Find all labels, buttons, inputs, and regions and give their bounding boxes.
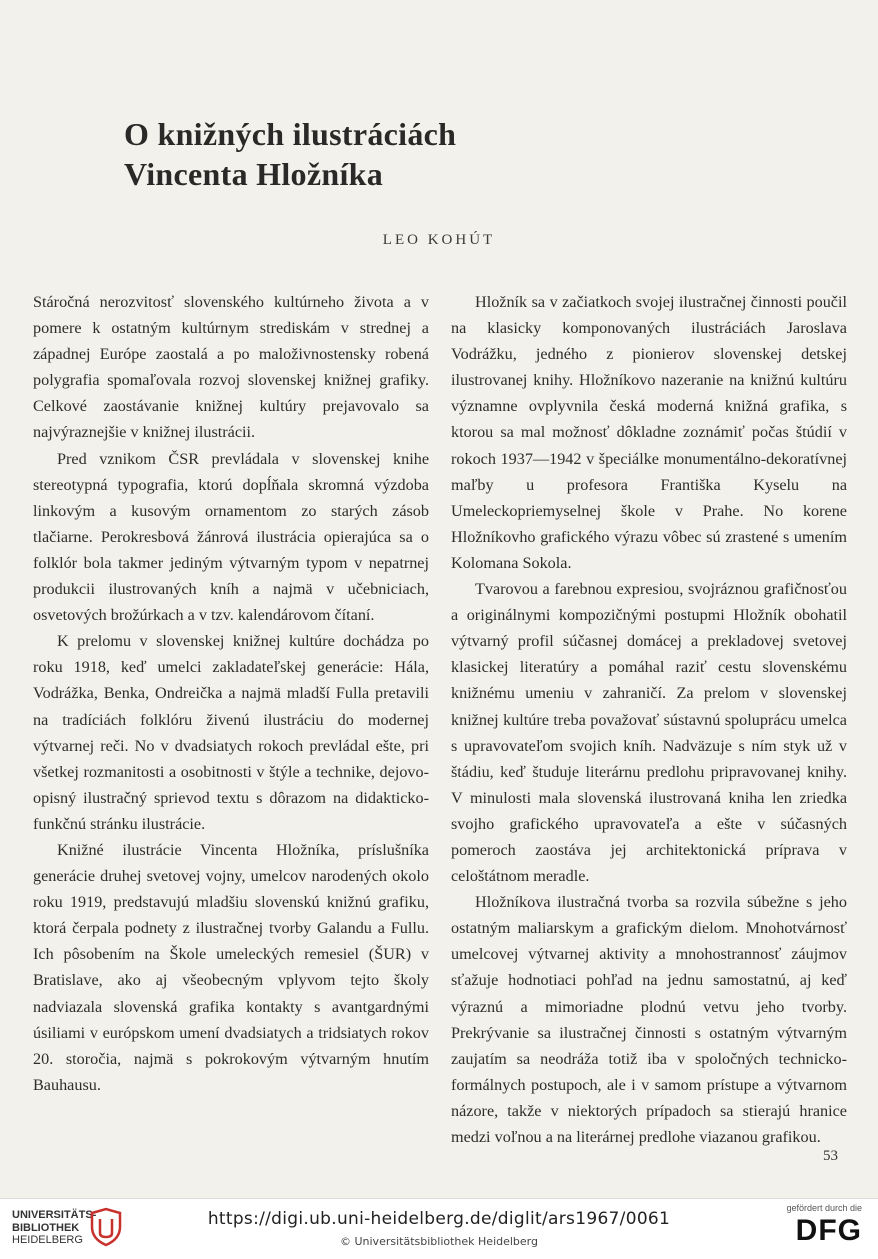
dfg-logo[interactable]: DFG xyxy=(795,1214,862,1247)
library-line-3: HEIDELBERG xyxy=(12,1234,83,1246)
viewer-footer xyxy=(0,1198,878,1259)
paragraph: Pred vznikom ČSR prevládala v slovenskej knihe stereotypná typografia, ktorú dopĺňala skromná výzdoba linkovým a kusovým ornamentom zo starých zásob tlačiarne. Perokresbová žánrová ilustrácia opierajúca sa o folklór bola takmer jediným výtvarným typom v nepatrnej produkcii ilustrovaných kníh a najmä v učebniciach, osvetových brožúrkach a v tzv. kalendárovom čítaní. xyxy=(33,449,429,625)
funding-label: gefördert durch die xyxy=(786,1203,862,1213)
copyright-notice: © Universitätsbibliothek Heidelberg xyxy=(339,1235,538,1248)
title-line-2: Vincenta Hložníka xyxy=(124,156,384,192)
article-title xyxy=(124,114,456,194)
article-author: LEO KOHÚT xyxy=(382,232,496,248)
left-column xyxy=(33,289,429,1098)
paragraph: Stáročná nerozvitosť slovenského kultúrneho života a v pomere k ostatným kultúrnym strediskám v strednej a západnej Európe zaostalá a po maloživnostensky robená polygrafia spomaľovala rozvoj slovenskej knižnej grafiky. Celkové zaostávanie knižnej kultúry prejavovalo sa najvýraznejšie v knižnej ilustrácii. xyxy=(33,293,429,442)
paragraph: Knižné ilustrácie Vincenta Hložníka, príslušníka generácie druhej svetovej vojny, umelcov narodených okolo roku 1919, predstavujú mladšiu slovenskú knižnú grafiku, ktorá čerpala podnety z ilustračnej tvorby Galandu a Fullu. Ich pôsobením na Škole umeleckých remesiel (ŠUR) v Bratislave, ako aj všeobecným vplyvom tejto školy nadviazala slovenská grafika kontakty s avantgardnými úsiliami v európskom umení dvadsiatych a tridsiatych rokov 20. storočia, najmä s pokrokovým výtvarným hnutím Bauhausu. xyxy=(33,840,429,1094)
paragraph: Hložník sa v začiatkoch svojej ilustračnej činnosti poučil na klasicky komponovaných ilustráciách Jaroslava Vodrážku, jedného z pionierov slovenskej detskej ilustrovanej knihy. Hložníkovo nazeranie na knižnú kultúru významne ovplyvnila česká moderná knižná grafika, s ktorou sa mal možnosť dôkladne zoznámiť počas štúdií v rokoch 1937—1942 v špeciálke monumentálno-dekoratívnej maľby u profesora Františka Kyselu na Umeleckopriemyselnej škole v Prahe. No korene Hložníkovho grafického výrazu vôbec sú zrastené s umením Kolomana Sokola. xyxy=(451,293,847,572)
paragraph: Tvarovou a farebnou expresiou, svojráznou grafičnosťou a originálnymi kompozičnými postupmi Hložník obohatil výtvarný profil súčasnej domácej a prekladovej svetovej klasickej literatúry a pomáhal raziť cestu slovenskému knižnému umeniu v zahraničí. Za prelom v slovenskej knižnej kultúre treba považovať sústavnú spoluprácu umelca s upravovateľom svojich kníh. Nadväzuje s ním styk už v štádiu, keď študuje literárnu predlohu pripravovanej knihy. V minulosti mala slovenská ilustrovaná kniha len zriedka svojho grafického upravovateľa a ešte v súčasných pomeroch zaostáva jej architektonická príprava v celoštátnom meradle. xyxy=(451,580,847,886)
library-line-1: UNIVERSITÄTS- xyxy=(12,1209,97,1221)
paragraph: K prelomu v slovenskej knižnej kultúre dochádza po roku 1918, keď umelci zakladateľskej generácie: Hála, Vodrážka, Benka, Ondreička a najmä mladší Fulla pretavili na tradíciách folklóru živenú ilustráciu do modernej výtvarnej reči. No v dvadsiatych rokoch prevládal ešte, pri všetkej rozmanitosti a osobitnosti v štýle a technike, dejovo-opisný ilustračný sprievod textu s dôrazom na didakticko-funkčnú stránku ilustrácie. xyxy=(33,632,429,833)
page-number: 53 xyxy=(823,1148,838,1164)
right-column xyxy=(451,289,847,1150)
library-line-2: BIBLIOTHEK xyxy=(12,1221,80,1234)
permalink-url[interactable]: https://digi.ub.uni-heidelberg.de/diglit/ars1967/0061 xyxy=(207,1209,671,1229)
title-line-1: O knižných ilustráciách xyxy=(124,116,457,152)
paragraph: Hložníkova ilustračná tvorba sa rozvila súbežne s jeho ostatným maliarskym a grafickým dielom. Mnohotvárnosť umelcovej výtvarnej aktivity a mnohostrannosť záujmov sťažuje hodnotiaci pohľad na jednu samostatnú, aj keď výraznú a mimoriadne plodnú vetvu jeho tvorby. Prekrývanie sa ilustračnej činnosti s ostatným výtvarným zaujatím sa neodráža totiž iba v spoločných technicko-formálnych postupoch, ale i v samom prístupe a výtvarnom názore, takže v niektorých prípadoch sa stierajú hranice medzi voľnou a na literárnej predlohe viazanou grafikou. xyxy=(451,893,847,1146)
